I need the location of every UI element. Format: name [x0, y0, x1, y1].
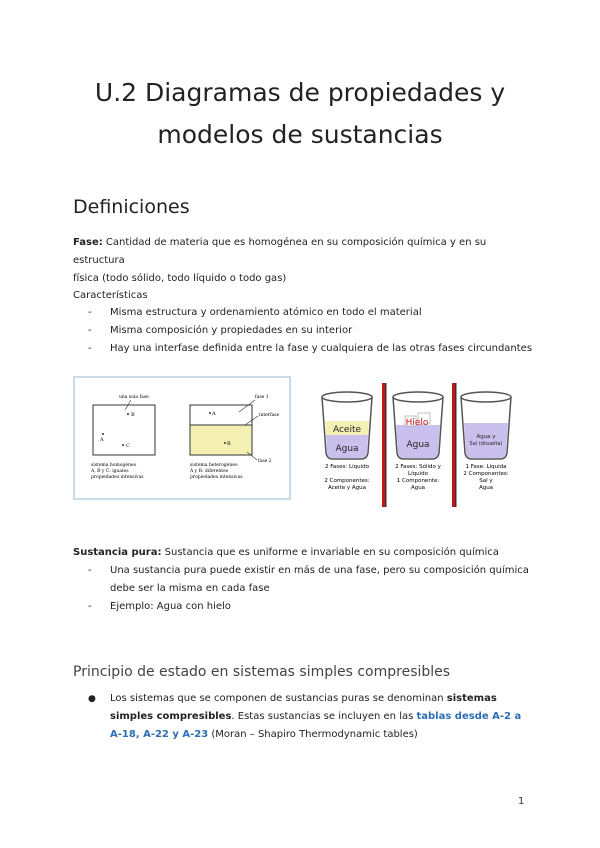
heading-definiciones: Definiciones: [73, 196, 190, 218]
svg-text:Agua: Agua: [406, 440, 430, 450]
svg-text:interfase: interfase: [259, 413, 280, 418]
svg-text:1 Componente:: 1 Componente:: [396, 478, 440, 484]
fase-text-1: Cantidad de materia que es homogénea en su composición química y en su estructura: [73, 237, 487, 266]
homogeneous-box: [93, 405, 155, 455]
svg-text:Líquido: Líquido: [408, 471, 428, 477]
fase-text-2: física (todo sólido, todo líquido o todo gas): [73, 273, 287, 284]
svg-text:2 Fases: Sólido y: 2 Fases: Sólido y: [395, 464, 441, 470]
svg-text:Hielo: Hielo: [405, 418, 429, 428]
title-line-1: U.2 Diagramas de propiedades y: [94, 78, 506, 107]
svg-text:2 Componentes:: 2 Componentes:: [463, 471, 509, 477]
beaker-oil-water: [322, 392, 372, 459]
caracteristicas-list: [88, 304, 532, 358]
list-item: - Misma estructura y ordenamiento atómico en todo el material: [88, 307, 422, 318]
phase2-region: [190, 425, 252, 455]
svg-text:A: A: [100, 437, 104, 443]
box1-label: una sola fase: [119, 395, 149, 400]
svg-text:Aceite: Aceite: [332, 425, 362, 435]
svg-text:Sal y: Sal y: [479, 478, 493, 484]
svg-text:2 Componentes:: 2 Componentes:: [324, 478, 370, 484]
page-number: 1: [518, 796, 525, 807]
phase1-region: [190, 405, 252, 425]
heading-principio: Principio de estado en sistemas simples compresibles: [73, 664, 451, 680]
beaker-salt-water: [461, 392, 511, 459]
svg-text:Agua: Agua: [335, 444, 359, 454]
tables-link[interactable]: tablas desde A-2 a A-18, A-22 y A-23: [110, 711, 522, 740]
list-item: - Misma composición y propiedades en su interior: [88, 325, 353, 336]
svg-text:sistema heterogéneo: sistema heterogéneo: [190, 463, 238, 468]
svg-text:Agua: Agua: [410, 485, 426, 491]
point-a: [102, 433, 104, 435]
fase-definition: [73, 234, 533, 288]
separator-bar-2: [452, 383, 455, 507]
svg-text:fase 1: fase 1: [255, 395, 269, 400]
fase-label: Fase:: [73, 237, 103, 248]
point-c: [122, 444, 124, 446]
caracteristicas-label: Características: [73, 290, 148, 301]
svg-text:fase 2: fase 2: [258, 459, 272, 464]
svg-text:propiedades intensivas: propiedades intensivas: [190, 475, 243, 480]
svg-text:Sal (disuelta): Sal (disuelta): [469, 441, 503, 447]
list-item: - Hay una interfase definida entre la fase y cualquiera de las otras fases circundantes: [88, 343, 533, 354]
beaker-ice-water: [393, 392, 443, 459]
separator-bar-1: [382, 383, 385, 507]
sustancia-pura-definition: [73, 544, 533, 562]
list-item: - Una sustancia pura puede existir en más de una fase, pero su composición química debe ser la misma en cada fase: [88, 565, 529, 594]
svg-text:Aceite y Agua: Aceite y Agua: [327, 485, 367, 491]
list-item: ● Los sistemas que se componen de sustancias puras se denominan sistemas simples compresibles. Estas sustancias se incluyen en las tablas desde A-2 a A-18, A-22 y A-23 (Moran – Shapiro Thermodynamic tables): [88, 690, 533, 744]
svg-text:A: A: [212, 411, 216, 417]
svg-text:A y B: diferentes: A y B: diferentes: [190, 469, 229, 474]
phase-systems-figure: [73, 376, 291, 500]
svg-text:sistema homogéneo: sistema homogéneo: [91, 463, 137, 468]
title-line-2: modelos de sustancias: [157, 120, 443, 149]
page-title: [0, 72, 600, 156]
svg-text:C: C: [126, 443, 130, 449]
svg-text:Agua: Agua: [478, 485, 494, 491]
beakers-figure: [313, 383, 529, 507]
point-b: [127, 413, 129, 415]
svg-text:1 Fase: Líquida: 1 Fase: Líquida: [465, 464, 507, 470]
svg-text:B: B: [227, 441, 231, 447]
sustancia-label: Sustancia pura:: [73, 547, 162, 558]
sustancia-list: [88, 562, 529, 616]
svg-text:A, B y C: iguales: A, B y C: iguales: [91, 469, 129, 474]
bullet-icon: ●: [88, 694, 96, 704]
svg-text:B: B: [131, 412, 135, 418]
sustancia-text: Sustancia que es uniforme e invariable en su composición química: [161, 547, 499, 558]
list-item: - Ejemplo: Agua con hielo: [88, 601, 231, 612]
svg-text:2 Fases: Líquido: 2 Fases: Líquido: [325, 464, 369, 470]
svg-text:Agua y: Agua y: [476, 434, 496, 440]
svg-text:propiedades intensivas: propiedades intensivas: [91, 475, 144, 480]
principio-list: [88, 690, 533, 744]
